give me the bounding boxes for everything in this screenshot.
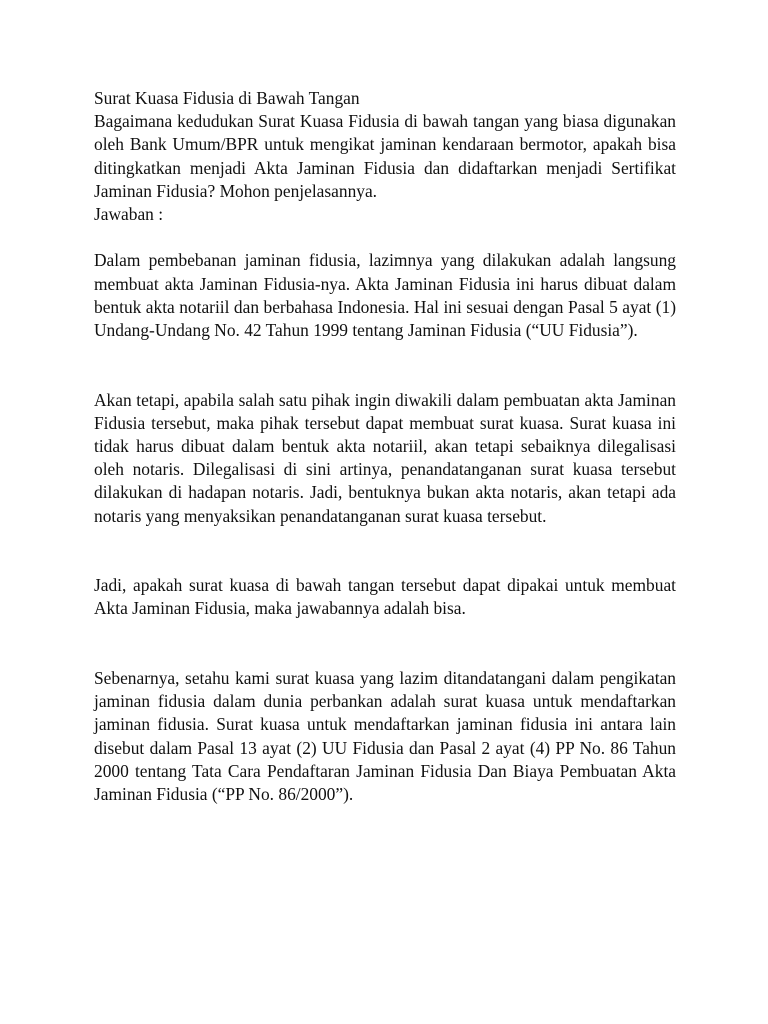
paragraph-spacer: [94, 226, 676, 249]
document-title: Surat Kuasa Fidusia di Bawah Tangan: [94, 88, 360, 108]
paragraph-spacer: [94, 621, 676, 667]
document-body: [94, 87, 676, 806]
answer-paragraph-3: Jadi, apakah surat kuasa di bawah tangan tersebut dapat dipakai untuk membuat Akta Jaminan Fidusia, maka jawabannya adalah bisa.: [94, 575, 676, 619]
question-paragraph: Bagaimana kedudukan Surat Kuasa Fidusia di bawah tangan yang biasa digunakan oleh Bank Umum/BPR untuk mengikat jaminan kendaraan bermotor, apakah bisa ditingkatkan menjadi Akta Jaminan Fidusia dan didaftarkan menjadi Sertifikat Jaminan Fidusia? Mohon penjelasannya.: [94, 111, 676, 201]
answer-paragraph-2: Akan tetapi, apabila salah satu pihak ingin diwakili dalam pembuatan akta Jaminan Fidusia tersebut, maka pihak tersebut dapat membuat surat kuasa. Surat kuasa ini tidak harus dibuat dalam bentuk akta notariil, akan tetapi sebaiknya dilegalisasi oleh notaris. Dilegalisasi di sini artinya, penandatanganan surat kuasa tersebut dilakukan di hadapan notaris. Jadi, bentuknya bukan akta notaris, akan tetapi ada notaris yang menyaksikan penandatanganan surat kuasa tersebut.: [94, 389, 676, 526]
paragraph-spacer: [94, 342, 676, 388]
answer-label: Jawaban :: [94, 204, 164, 225]
paragraph-spacer: [94, 528, 676, 574]
answer-paragraph-4: Sebenarnya, setahu kami surat kuasa yang lazim ditandatangani dalam pengikatan jaminan fidusia dalam dunia perbankan adalah surat kuasa untuk mendaftarkan jaminan fidusia. Surat kuasa untuk mendaftarkan jaminan fidusia ini antara lain disebut dalam Pasal 13 ayat (2) UU Fidusia dan Pasal 2 ayat (4) PP No. 86 Tahun 2000 tentang Tata Cara Pendaftaran Jaminan Fidusia Dan Biaya Pembuatan Akta Jaminan Fidusia (“PP No. 86/2000”).: [94, 668, 676, 805]
answer-paragraph-1: Dalam pembebanan jaminan fidusia, lazimnya yang dilakukan adalah langsung membuat akta Jaminan Fidusia-nya. Akta Jaminan Fidusia ini harus dibuat dalam bentuk akta notariil dan berbahasa Indonesia. Hal ini sesuai dengan Pasal 5 ayat (1) Undang-Undang No. 42 Tahun 1999 tentang Jaminan Fidusia (“UU Fidusia”).: [94, 250, 676, 341]
